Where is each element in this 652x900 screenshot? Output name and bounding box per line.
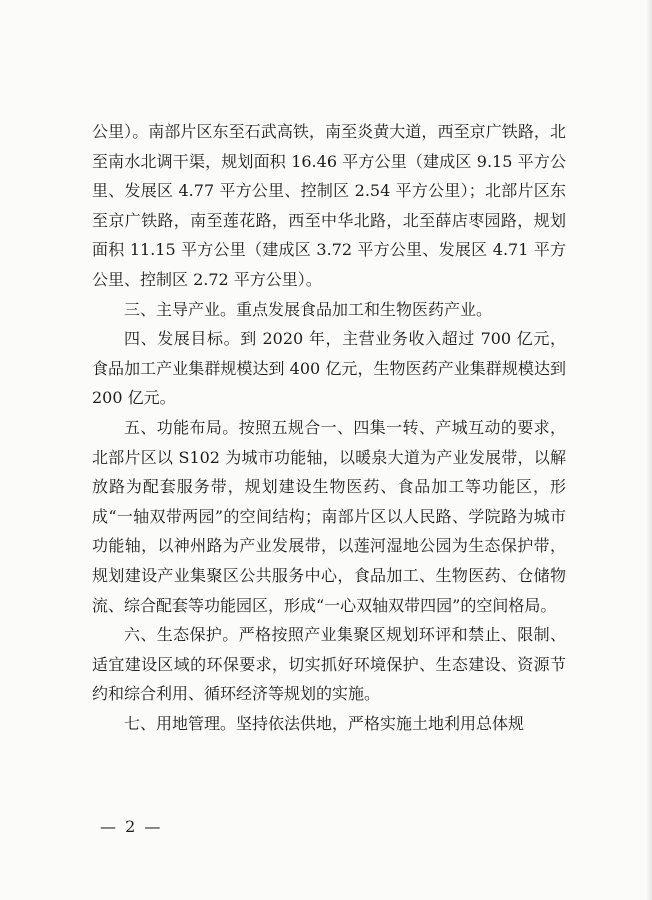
- paragraph-leading-industry: 三、主导产业。重点发展食品加工和生物医药产业。: [124, 299, 493, 319]
- paragraph-functional-layout: 五、功能布局。按照五规合一、四集一转、产城互动的要求，北部片区以 S102 为城市功能轴，以暖泉大道为产业发展带，以解放路为配套服务带，规划建设生物医药、食品加工等功能区，形成“一轴双带两园”的空间结构；南部片区以人民路、学院路为城市功能轴，以神州路为产业发展带，以莲河湿地公园为生态保护带，规划建设产业集聚区公共服务中心，食品加工、生物医药、仓储物流、综合配套等功能园区，形成“一心双轴双带四园”的空间格局。: [92, 417, 566, 615]
- paragraph-ecological-protection: 六、生态保护。严格按照产业集聚区规划环评和禁止、限制、适宜建设区域的环保要求，切实抓好环境保护、生态建设、资源节约和综合利用、循环经济等规划的实施。: [92, 625, 566, 704]
- paragraph-land-management: 七、用地管理。坚持依法供地，严格实施土地利用总体规: [124, 713, 525, 733]
- document-body: [92, 117, 566, 738]
- scan-edge-shadow: [646, 0, 652, 900]
- page-number: — 2 —: [100, 817, 163, 836]
- paragraph-development-goals: 四、发展目标。到 2020 年，主营业务收入超过 700 亿元，食品加工产业集群规模达到 400 亿元，生物医药产业集群规模达到 200 亿元。: [92, 329, 566, 408]
- paragraph-boundary-continuation: 公里）。南部片区东至石武高铁，南至炎黄大道，西至京广铁路，北至南水北调干渠，规划面积 16.46 平方公里（建成区 9.15 平方公里、发展区 4.77 平方公里、控制区 2.54 平方公里）；北部片区东至京广铁路，南至莲花路，西至中华北路，北至薛店枣园路，规划面积 11.15 平方公里（建成区 3.72 平方公里、发展区 4.71 平方公里、控制区 2.72 平方公里）。: [92, 122, 566, 289]
